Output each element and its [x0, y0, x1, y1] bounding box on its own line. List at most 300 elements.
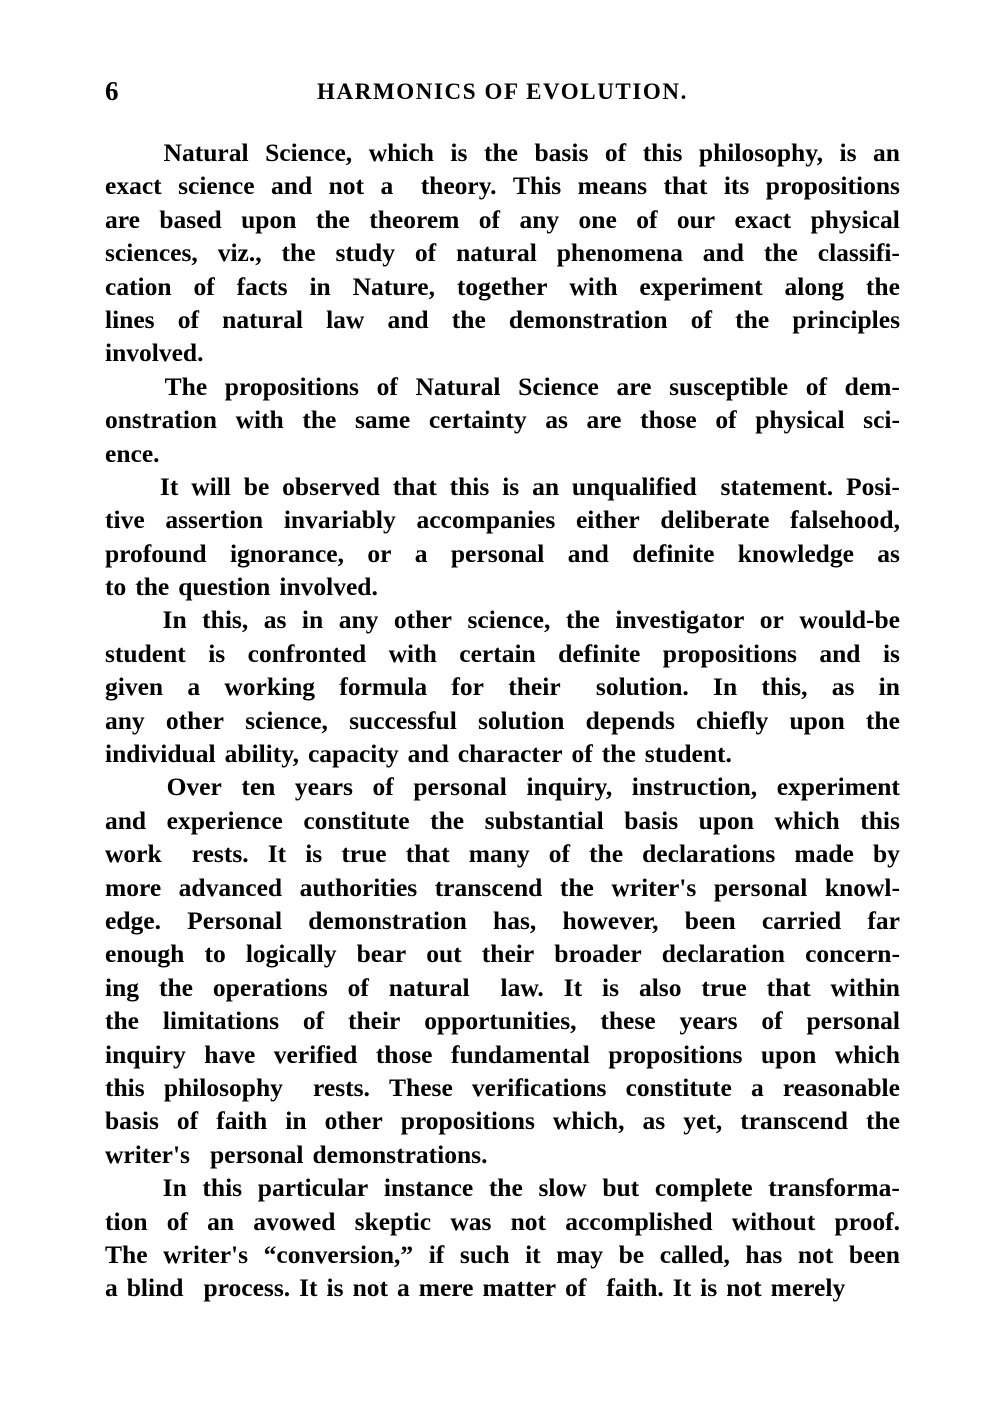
- text-line: [105, 1104, 900, 1137]
- word: upon: [698, 805, 754, 835]
- word: It: [267, 839, 287, 869]
- word: complete: [654, 1173, 753, 1203]
- word: is: [839, 138, 857, 167]
- word: tion: [105, 1206, 148, 1236]
- word: In: [162, 1173, 187, 1203]
- word: profound: [105, 538, 207, 568]
- word: philosophy: [163, 1072, 283, 1102]
- word: Posi-: [846, 471, 900, 501]
- word: as: [877, 538, 900, 568]
- word: science,: [467, 605, 551, 635]
- word: writer's: [163, 1239, 249, 1269]
- word: of: [690, 304, 712, 334]
- word: not: [797, 1239, 834, 1269]
- word: of: [478, 204, 501, 234]
- word: The: [164, 371, 208, 401]
- word: involved.: [279, 572, 378, 602]
- word: rests.: [313, 1072, 370, 1102]
- word: the: [451, 304, 486, 334]
- word: have: [204, 1039, 256, 1069]
- text-line: [105, 1238, 900, 1271]
- word: phenomena: [556, 238, 683, 268]
- word: other: [165, 705, 224, 735]
- word: many: [468, 839, 530, 869]
- text-line: [105, 770, 900, 803]
- paragraph: [105, 470, 900, 604]
- word: the: [565, 605, 600, 635]
- word: of: [414, 238, 437, 268]
- word: solution.: [595, 672, 689, 702]
- word: this,: [202, 605, 249, 635]
- word: its: [723, 171, 750, 201]
- word: or: [759, 605, 784, 635]
- word: was: [450, 1206, 492, 1236]
- text-line: [105, 169, 900, 202]
- word: and: [819, 638, 861, 668]
- word: This: [512, 171, 562, 201]
- word: susceptible: [669, 371, 789, 401]
- word: unqualified: [571, 471, 697, 501]
- word: theory.: [420, 171, 497, 201]
- word: the: [281, 238, 316, 268]
- word: In: [162, 605, 187, 635]
- word: substantial: [484, 805, 604, 835]
- word: of: [636, 204, 658, 234]
- word: skeptic: [354, 1206, 432, 1236]
- word: student: [105, 638, 186, 668]
- word: definite: [632, 538, 715, 568]
- word: onstration: [105, 405, 217, 435]
- word: the: [302, 405, 337, 435]
- text-line: [105, 704, 900, 737]
- word: transforma-: [768, 1173, 900, 1203]
- word: upon: [789, 705, 845, 735]
- word: fundamental: [450, 1039, 590, 1069]
- word: question: [178, 572, 271, 602]
- word: merely: [770, 1273, 846, 1303]
- word: the: [315, 204, 350, 234]
- word: accompanies: [416, 505, 556, 535]
- word: of: [805, 371, 827, 401]
- word: ten: [241, 772, 276, 802]
- word: is: [305, 839, 323, 869]
- word: to: [105, 572, 127, 602]
- word: It: [672, 1273, 692, 1303]
- word: definite: [558, 638, 641, 668]
- word: are: [105, 204, 140, 234]
- word: operations: [212, 972, 328, 1002]
- text-line: [105, 370, 900, 403]
- text-line: [105, 837, 900, 870]
- word: which: [774, 805, 840, 835]
- word: such: [459, 1239, 510, 1269]
- word: bear: [356, 939, 407, 969]
- word: concern-: [805, 939, 900, 969]
- word: cation: [105, 271, 172, 301]
- text-line: [105, 1271, 900, 1304]
- word: blind: [126, 1273, 184, 1303]
- word: either: [575, 505, 640, 535]
- word: experiment: [639, 271, 763, 301]
- word: the: [763, 238, 798, 268]
- word: sciences,: [105, 238, 198, 268]
- word: of: [571, 739, 593, 769]
- word: the: [865, 271, 900, 301]
- word: upon: [241, 204, 297, 234]
- word: In: [713, 672, 738, 702]
- word: other: [324, 1106, 383, 1136]
- word: is: [450, 138, 468, 167]
- word: work: [105, 839, 162, 869]
- word: formula: [339, 672, 428, 702]
- word: is: [502, 471, 520, 501]
- word: advanced: [178, 872, 283, 902]
- text-line: [105, 303, 900, 336]
- word: observed: [282, 471, 380, 501]
- word: declarations: [642, 839, 776, 869]
- word: proof.: [834, 1206, 900, 1236]
- word: science: [178, 171, 255, 201]
- word: deliberate: [660, 505, 770, 535]
- word: be: [618, 1239, 645, 1269]
- word: this,: [761, 672, 808, 702]
- word: is: [602, 972, 620, 1002]
- word: the: [735, 304, 770, 334]
- word: basis: [624, 805, 679, 835]
- word: far: [867, 905, 900, 935]
- word: demonstration: [308, 905, 467, 935]
- word: as: [642, 1106, 666, 1136]
- word: the: [865, 705, 900, 735]
- text-line: [105, 1138, 900, 1171]
- word: with: [388, 638, 437, 668]
- text-line: [105, 403, 900, 436]
- running-head-title: HARMONICS OF EVOLUTION.: [317, 79, 688, 104]
- word: tive: [105, 505, 145, 535]
- word: will: [191, 471, 231, 501]
- word: It: [299, 1273, 318, 1303]
- text-line: [105, 804, 900, 837]
- word: invariably: [283, 505, 396, 535]
- word: by: [872, 839, 900, 869]
- word: that: [766, 972, 811, 1002]
- word: as: [263, 605, 287, 635]
- word: the: [589, 839, 624, 869]
- word: the: [865, 1106, 900, 1136]
- word: successful: [349, 705, 457, 735]
- word: is: [882, 638, 900, 668]
- word: the: [158, 972, 193, 1002]
- word: reasonable: [782, 1072, 900, 1102]
- word: writer's: [105, 1139, 190, 1169]
- word: basis: [105, 1106, 159, 1136]
- word: matter: [482, 1273, 557, 1303]
- word: the: [483, 138, 518, 167]
- word: not: [328, 171, 365, 201]
- text-line: [105, 603, 900, 636]
- word: are: [616, 371, 652, 401]
- word: to: [204, 939, 226, 969]
- word: character: [457, 739, 563, 769]
- word: ing: [105, 972, 140, 1002]
- word: dem-: [844, 371, 900, 401]
- word: in: [301, 605, 324, 635]
- word: opportunities,: [424, 1006, 577, 1036]
- word: a: [750, 1072, 764, 1102]
- word: lines: [105, 304, 155, 334]
- word: personal: [806, 1006, 900, 1036]
- word: chiefly: [696, 705, 769, 735]
- word: personal: [209, 1139, 304, 1169]
- word: has,: [493, 905, 537, 935]
- word: upon: [760, 1039, 817, 1069]
- word: particular: [257, 1173, 369, 1203]
- word: along: [784, 271, 845, 301]
- word: is: [208, 638, 226, 668]
- word: carried: [761, 905, 842, 935]
- word: a: [414, 538, 428, 568]
- word: personal: [713, 872, 808, 902]
- word: more: [105, 872, 162, 902]
- text-line: [105, 537, 900, 570]
- word: instance: [383, 1173, 474, 1203]
- word: Science: [518, 371, 599, 401]
- word: faith.: [606, 1273, 664, 1303]
- word: not: [510, 1206, 547, 1236]
- word: natural: [388, 972, 470, 1002]
- paragraph: [105, 603, 900, 770]
- word: knowledge: [737, 538, 854, 568]
- word: solution: [477, 705, 565, 735]
- word: logically: [245, 939, 337, 969]
- word: together: [456, 271, 548, 301]
- word: the: [488, 1173, 523, 1203]
- word: It: [159, 471, 179, 501]
- word: may: [556, 1239, 604, 1269]
- word: broader: [554, 939, 642, 969]
- word: inquiry,: [526, 772, 613, 802]
- word: other: [393, 605, 452, 635]
- word: a: [380, 171, 394, 201]
- body-text-block: [105, 136, 900, 1305]
- word: experiment: [776, 772, 900, 802]
- word: ability,: [224, 739, 299, 769]
- word: science,: [245, 705, 328, 735]
- word: Natural: [163, 138, 249, 167]
- word: writer's: [611, 872, 697, 902]
- word: natural: [456, 238, 537, 268]
- word: Natural: [415, 371, 501, 401]
- word: this: [860, 805, 900, 835]
- word: but: [602, 1173, 640, 1203]
- text-line: [105, 904, 900, 937]
- text-line: [105, 1038, 900, 1071]
- word: transcend: [434, 872, 543, 902]
- text-line: [105, 971, 900, 1004]
- word: is: [326, 1273, 344, 1303]
- word: which,: [552, 1106, 625, 1136]
- word: classifi-: [817, 238, 900, 268]
- word: physical: [755, 405, 845, 435]
- word: capacity: [307, 739, 399, 769]
- word: mere: [418, 1273, 474, 1303]
- word: authorities: [299, 872, 418, 902]
- paragraph: [105, 770, 900, 1171]
- word: propositions: [224, 371, 359, 401]
- word: of: [604, 138, 627, 167]
- word: personal: [413, 772, 507, 802]
- word: verified: [273, 1039, 358, 1069]
- word: their: [347, 1006, 401, 1036]
- word: The: [105, 1239, 148, 1269]
- word: of: [372, 772, 394, 802]
- word: constitute: [303, 805, 410, 835]
- word: means: [577, 171, 647, 201]
- word: philosophy,: [698, 138, 823, 167]
- word: slow: [538, 1173, 587, 1203]
- word: given: [105, 672, 164, 702]
- word: any: [105, 705, 145, 735]
- word: our: [676, 204, 716, 234]
- word: as: [545, 405, 568, 435]
- word: years: [294, 772, 353, 802]
- text-line: [105, 937, 900, 970]
- word: of: [177, 304, 199, 334]
- word: propositions: [765, 171, 900, 201]
- word: with: [235, 405, 284, 435]
- word: demonstrations.: [312, 1139, 488, 1169]
- word: an: [873, 138, 900, 167]
- word: Personal: [187, 905, 283, 935]
- word: not: [352, 1273, 388, 1303]
- word: facts: [236, 271, 288, 301]
- text-line: [105, 1004, 900, 1037]
- text-line: [105, 570, 900, 603]
- word: It: [563, 972, 583, 1002]
- word: their: [481, 939, 535, 969]
- word: These: [389, 1072, 453, 1102]
- word: and: [271, 171, 313, 201]
- text-line: [105, 336, 900, 369]
- word: the: [105, 1006, 139, 1036]
- word: in: [878, 672, 900, 702]
- word: the: [559, 872, 594, 902]
- word: of: [548, 839, 570, 869]
- word: individual: [105, 739, 216, 769]
- word: working: [224, 672, 316, 702]
- word: the: [135, 572, 170, 602]
- word: that: [663, 171, 708, 201]
- word: for: [451, 672, 484, 702]
- word: study: [335, 238, 395, 268]
- word: theorem: [369, 204, 460, 234]
- word: Nature,: [352, 271, 435, 301]
- word: years: [679, 1006, 738, 1036]
- word: of: [176, 1106, 199, 1136]
- word: in: [285, 1106, 307, 1136]
- word: true: [341, 839, 387, 869]
- text-line: [105, 637, 900, 670]
- word: certain: [459, 638, 536, 668]
- word: physical: [810, 204, 900, 234]
- text-line: [105, 437, 900, 470]
- paragraph: [105, 136, 900, 370]
- word: of: [565, 1273, 587, 1303]
- text-line: [105, 136, 900, 169]
- word: one: [578, 204, 617, 234]
- word: with: [569, 271, 618, 301]
- text-line: [105, 203, 900, 236]
- word: or: [367, 538, 392, 568]
- word: it: [525, 1239, 541, 1269]
- word: and: [407, 739, 449, 769]
- word: this: [642, 138, 683, 167]
- word: this: [449, 471, 490, 501]
- text-line: [105, 236, 900, 269]
- word: those: [375, 1039, 433, 1069]
- word: statement.: [720, 471, 834, 501]
- paragraph: [105, 1171, 900, 1305]
- word: are: [586, 405, 622, 435]
- word: viz.,: [217, 238, 262, 268]
- word: propositions: [662, 638, 797, 668]
- word: a: [105, 1273, 118, 1303]
- word: sci-: [863, 405, 900, 435]
- word: involved.: [105, 338, 204, 368]
- word: any: [338, 605, 379, 635]
- word: been: [684, 905, 736, 935]
- word: without: [731, 1206, 816, 1236]
- word: is: [700, 1273, 718, 1303]
- word: propositions: [400, 1106, 535, 1136]
- word: demonstration: [508, 304, 668, 334]
- word: avowed: [253, 1206, 336, 1236]
- word: that: [392, 471, 437, 501]
- word: and: [105, 805, 147, 835]
- word: those: [640, 405, 697, 435]
- word: called,: [659, 1239, 730, 1269]
- word: propositions: [608, 1039, 743, 1069]
- word: process.: [203, 1273, 291, 1303]
- word: “conversion,”: [263, 1239, 414, 1269]
- word: limitations: [162, 1006, 280, 1036]
- word: ignorance,: [229, 538, 344, 568]
- text-line: [105, 1205, 900, 1238]
- word: law: [326, 304, 365, 334]
- word: assertion: [165, 505, 264, 535]
- word: would-be: [799, 605, 900, 635]
- word: their: [508, 672, 561, 702]
- word: however,: [562, 905, 659, 935]
- word: constitute: [625, 1072, 732, 1102]
- word: inquiry: [105, 1039, 186, 1069]
- word: ence.: [105, 438, 160, 468]
- word: these: [600, 1006, 656, 1036]
- word: law.: [500, 972, 544, 1002]
- word: basis: [534, 138, 589, 167]
- word: exact: [105, 171, 162, 201]
- text-line: [105, 670, 900, 703]
- word: and: [567, 538, 609, 568]
- word: experience: [166, 805, 283, 835]
- text-line: [105, 470, 900, 503]
- word: which: [834, 1039, 900, 1069]
- word: yet,: [683, 1106, 723, 1136]
- word: transcend: [740, 1106, 848, 1136]
- text-line: [105, 1171, 900, 1204]
- word: Science,: [265, 138, 353, 167]
- text-line: [105, 1071, 900, 1104]
